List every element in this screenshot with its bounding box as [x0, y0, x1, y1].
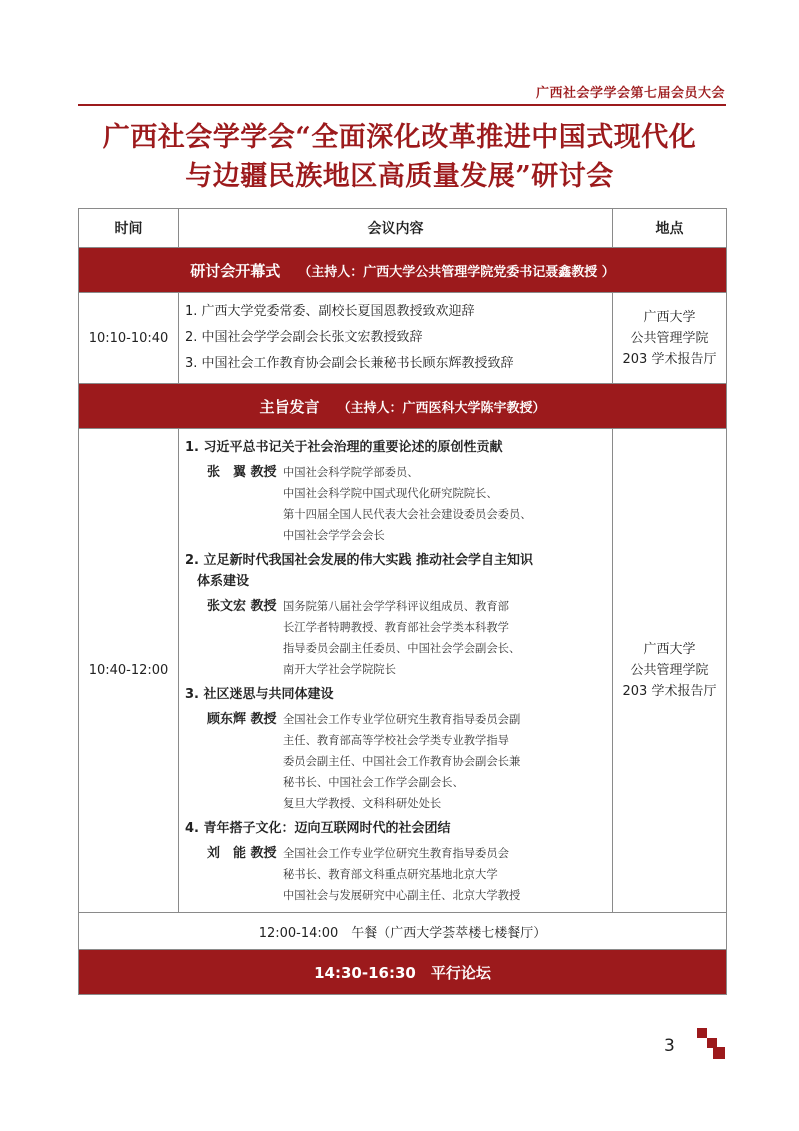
location-line: 203 学术报告厅: [622, 351, 717, 367]
topic-title-line: 2. 立足新时代我国社会发展的伟大实践 推动社会学自主知识: [185, 553, 534, 568]
lunch-text: 12:00-14:00 午餐（广西大学荟萃楼七楼餐厅）: [79, 913, 727, 950]
running-header: 广西社会学学会第七届会员大会: [535, 86, 725, 101]
col-header-time: 时间: [79, 209, 179, 248]
table-header-row: [79, 209, 727, 248]
desc-line: 指导委员会副主任委员、中国社会学会副会长、: [283, 642, 521, 655]
page-title: [60, 118, 739, 196]
schedule-table: [78, 208, 727, 995]
opening-title: 研讨会开幕式: [190, 261, 281, 280]
speaker-description: [283, 843, 606, 906]
topic-title: [185, 684, 606, 705]
opening-row: [79, 293, 727, 384]
keynote-time: 10:40-12:00: [79, 429, 179, 913]
speaker-name: 张 翼 教授: [207, 465, 277, 480]
desc-line: 复旦大学教授、文科科研处处长: [283, 797, 442, 810]
opening-host: （主持人：广西大学公共管理学院党委书记聂鑫教授 ）: [298, 264, 615, 280]
desc-line: 委员会副主任、中国社会工作教育协会副会长兼: [283, 755, 521, 768]
topic-title: [185, 550, 606, 592]
topic-title-line: 4. 青年搭子文化：迈向互联网时代的社会团结: [185, 821, 451, 836]
desc-line: 长江学者特聘教授、教育部社会学类本科教学: [283, 621, 509, 634]
speaker-block: [185, 462, 606, 546]
keynote-title: 主旨发言: [259, 397, 320, 416]
opening-location: [613, 293, 727, 384]
opening-item: 1. 广西大学党委常委、副校长夏国恩教授致欢迎辞: [185, 304, 475, 319]
col-header-location: 地点: [613, 209, 727, 248]
location-line: 203 学术报告厅: [622, 684, 717, 699]
desc-line: 国务院第八届社会学学科评议组成员、教育部: [283, 600, 509, 613]
lunch-row: [79, 913, 727, 950]
desc-line: 全国社会工作专业学位研究生教育指导委员会副: [283, 713, 521, 726]
desc-line: 第十四届全国人民代表大会社会建设委员会委员、: [283, 508, 532, 521]
keynote-row: [79, 429, 727, 913]
location-line: 广西大学: [643, 642, 696, 657]
speaker-description: [283, 596, 606, 680]
desc-line: 南开大学社会学院院长: [283, 663, 396, 676]
speaker-name: 顾东辉 教授: [207, 712, 277, 727]
speaker-block: [185, 843, 606, 906]
col-header-content: 会议内容: [179, 209, 613, 248]
topic-title: [185, 818, 606, 839]
speaker-description: [283, 709, 606, 814]
desc-line: 中国社会科学院中国式现代化研究院院长、: [283, 487, 498, 500]
speaker-description: [283, 462, 606, 546]
location-line: 公共管理学院: [630, 330, 709, 346]
desc-line: 秘书长、中国社会工作学会副会长、: [283, 776, 464, 789]
opening-time: 10:10-10:40: [79, 293, 179, 384]
desc-line: 中国社会科学院学部委员、: [283, 466, 419, 479]
speaker-name: 张文宏 教授: [207, 599, 277, 614]
location-line: 公共管理学院: [630, 663, 709, 678]
opening-item: 3. 中国社会工作教育协会副会长兼秘书长顾东辉教授致辞: [185, 356, 514, 371]
keynote-location: [613, 429, 727, 913]
location-line: 广西大学: [643, 309, 696, 325]
topic-title: [185, 437, 606, 458]
opening-items: [179, 293, 613, 384]
keynote-host: （主持人：广西医科大学陈宇教授）: [337, 400, 546, 416]
topic-title-line: 3. 社区迷思与共同体建设: [185, 687, 334, 702]
topic-title-line: 体系建设: [197, 574, 250, 589]
keynote-band: [79, 384, 727, 429]
speaker-block: [185, 596, 606, 680]
parallel-band: [79, 950, 727, 995]
speaker-name: 刘 能 教授: [207, 846, 277, 861]
speaker-block: [185, 709, 606, 814]
parallel-title: 14:30-16:30 平行论坛: [314, 963, 491, 982]
page-number: 3: [664, 1036, 675, 1056]
desc-line: 全国社会工作专业学位研究生教育指导委员会: [283, 847, 509, 860]
desc-line: 主任、教育部高等学校社会学类专业教学指导: [283, 734, 509, 747]
topic-title-line: 1. 习近平总书记关于社会治理的重要论述的原创性贡献: [185, 440, 503, 455]
opening-item: 2. 中国社会学学会副会长张文宏教授致辞: [185, 330, 423, 345]
title-line-1: 广西社会学学会“全面深化改革推进中国式现代化: [102, 122, 697, 153]
desc-line: 中国社会学学会会长: [283, 529, 385, 542]
desc-line: 中国社会与发展研究中心副主任、北京大学教授: [283, 889, 521, 902]
header-rule: [78, 104, 726, 106]
desc-line: 秘书长、教育部文科重点研究基地北京大学: [283, 868, 498, 881]
opening-band: [79, 248, 727, 293]
title-line-2: 与边疆民族地区高质量发展”研讨会: [185, 161, 614, 192]
keynote-topics: [179, 429, 613, 913]
